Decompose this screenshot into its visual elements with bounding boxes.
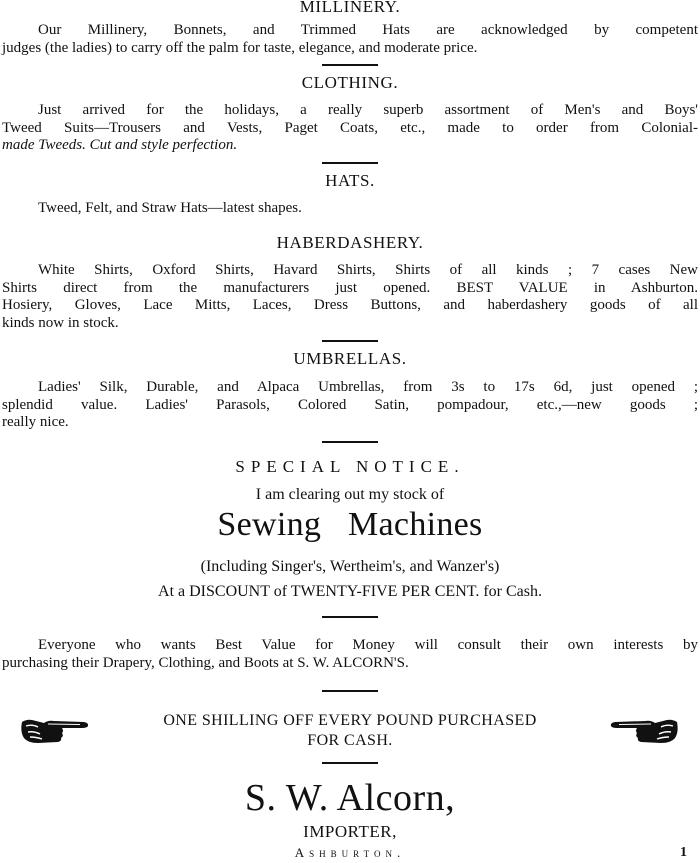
haberdashery-line-2: Shirts direct from the manufacturers just opened. BEST VALUE in Ashburton. <box>2 279 698 296</box>
umbrellas-heading: UMBRELLAS. <box>293 349 407 368</box>
merchant-name: S. W. Alcorn, <box>244 777 456 819</box>
clothing-text <box>2 102 698 155</box>
pointing-hand-right-icon <box>18 712 90 746</box>
divider-rule <box>322 616 378 618</box>
divider-rule <box>322 690 378 692</box>
divider-rule <box>322 762 378 764</box>
notice-intro: I am clearing out my stock of <box>255 486 445 503</box>
millinery-line-2: judges (the ladies) to carry off the palm for taste, elegance, and moderate price. <box>2 39 478 56</box>
page-number: 1 <box>680 845 687 860</box>
special-notice-title: SPECIAL NOTICE. <box>235 457 465 476</box>
divider-rule <box>322 441 378 443</box>
closing-line-1: Everyone who wants Best Value for Money will consult their own interests by <box>38 637 698 653</box>
haberdashery-line-4: kinds now in stock. <box>2 314 119 331</box>
clothing-line-2: Tweed Suits—Trousers and Vests, Paget Coats, etc., made to order from Colonial- <box>2 119 698 136</box>
umbrellas-line-3: really nice. <box>2 414 69 430</box>
sewing-machines-headline: Sewing Machines <box>217 506 483 543</box>
merchant-title: IMPORTER, <box>303 822 397 841</box>
haberdashery-line-3: Hosiery, Gloves, Lace Mitts, Laces, Dress Buttons, and haberdashery goods of all <box>2 297 698 313</box>
closing-line-2: purchasing their Drapery, Clothing, and Boots at S. W. ALCORN'S. <box>2 654 409 671</box>
umbrellas-line-2: splendid value. Ladies' Parasols, Colored Satin, pompadour, etc.,—new goods ; <box>2 396 698 413</box>
notice-brands: (Including Singer's, Wertheim's, and Wanzer's) <box>200 558 500 575</box>
millinery-text <box>2 22 698 57</box>
clothing-line-3: made Tweeds. Cut and style perfection. <box>2 137 238 153</box>
haberdashery-line-1: White Shirts, Oxford Shirts, Havard Shirts, Shirts of all kinds ; 7 cases New <box>38 262 698 278</box>
divider-rule <box>322 64 378 66</box>
hats-line-1: Tweed, Felt, and Straw Hats—latest shapes. <box>38 200 302 216</box>
hats-heading: HATS. <box>325 171 375 190</box>
haberdashery-heading: HABERDASHERY. <box>276 233 424 252</box>
umbrellas-line-1: Ladies' Silk, Durable, and Alpaca Umbrellas, from 3s to 17s 6d, just opened ; <box>38 379 698 395</box>
hats-text <box>2 200 698 218</box>
banner-line-1: ONE SHILLING OFF EVERY POUND PURCHASED <box>163 712 537 729</box>
umbrellas-text <box>2 379 698 432</box>
cash-discount-banner <box>100 711 600 751</box>
merchant-town: Ashburton. <box>294 845 406 860</box>
millinery-heading: MILLINERY. <box>299 0 401 16</box>
divider-rule <box>322 162 378 164</box>
haberdashery-text <box>2 262 698 332</box>
pointing-hand-left-icon <box>609 712 681 746</box>
notice-discount: At a DISCOUNT of TWENTY-FIVE PER CENT. for Cash. <box>158 583 542 600</box>
millinery-line-1: Our Millinery, Bonnets, and Trimmed Hats are acknowledged by competent <box>38 22 698 38</box>
clothing-heading: CLOTHING. <box>301 73 399 92</box>
banner-line-2: FOR CASH. <box>307 732 393 749</box>
clothing-line-1: Just arrived for the holidays, a really superb assortment of Men's and Boys' <box>38 102 698 118</box>
closing-text <box>2 637 698 672</box>
divider-rule <box>322 340 378 342</box>
